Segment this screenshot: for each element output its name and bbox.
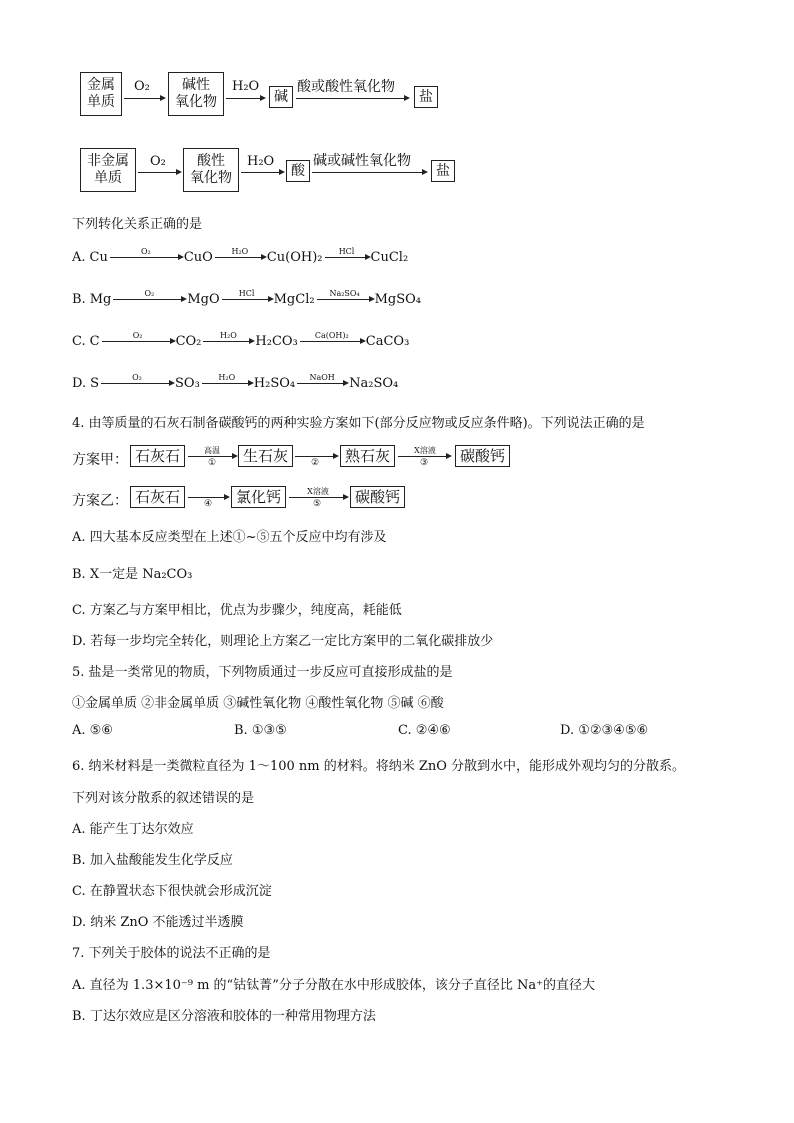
box-metal-element: 金属 单质 xyxy=(80,72,122,116)
reagent: O₂ xyxy=(140,247,151,256)
q6-option-d: D. 纳米 ZnO 不能透过半透膜 xyxy=(72,915,244,930)
arrow-2 xyxy=(226,98,264,99)
box-nonmetal-element: 非金属 单质 xyxy=(80,148,136,192)
q7-option-a: A. 直径为 1.3×10⁻⁹ m 的“钴钛菁”分子分散在水中形成胶体，该分子直径比 Na⁺的直径大 xyxy=(72,978,595,993)
box-acid: 酸 xyxy=(286,160,310,182)
reagent: HCl xyxy=(338,247,355,256)
plan-label: 方案乙： xyxy=(72,493,128,509)
q5-items: ①金属单质 ②非金属单质 ③碱性氧化物 ④酸性氧化物 ⑤碱 ⑥酸 xyxy=(72,696,444,711)
arrow-step3 xyxy=(398,456,450,457)
step-1: ① xyxy=(207,458,217,468)
substance: CuO xyxy=(183,250,213,265)
reaction-arrow xyxy=(222,289,272,300)
box-salt: 盐 xyxy=(431,160,455,182)
box-limestone: 石灰石 xyxy=(130,486,185,508)
substance: S xyxy=(90,376,99,391)
arrow-step1 xyxy=(188,456,236,457)
arrow-label-h2o: H₂O xyxy=(247,154,275,169)
q3-option-c xyxy=(72,331,410,349)
reaction-arrow xyxy=(300,331,364,342)
box-calcium-carbonate: 碳酸钙 xyxy=(350,486,405,508)
q6-option-b: B. 加入盐酸能发生化学反应 xyxy=(72,853,233,868)
reagent: H₂O xyxy=(231,247,249,256)
step-2: ② xyxy=(310,458,320,468)
box-basic-oxide: 碱性 氧化物 xyxy=(168,72,224,116)
arrow-label-acid: 酸或酸性氧化物 xyxy=(297,79,395,95)
box-base: 碱 xyxy=(269,86,293,108)
substance: CuCl₂ xyxy=(370,250,409,265)
step-5: ⑤ xyxy=(312,499,322,509)
substance: MgO xyxy=(187,292,220,307)
reagent-x-solution: X溶液 xyxy=(307,487,329,496)
reagent: O₂ xyxy=(144,289,155,298)
q3-option-b xyxy=(72,289,421,307)
q6-option-a: A. 能产生丁达尔效应 xyxy=(72,822,194,837)
reaction-arrow xyxy=(102,331,174,342)
substance: C xyxy=(89,334,100,349)
step-3: ③ xyxy=(419,458,429,468)
reagent-x-solution: X溶液 xyxy=(414,446,436,455)
q6-stem-line2: 下列对该分散系的叙述错误的是 xyxy=(72,791,255,806)
q3-stem: 下列转化关系正确的是 xyxy=(72,217,203,232)
arrow-3 xyxy=(296,98,408,99)
q6-stem-line1: 6. 纳米材料是一类微粒直径为 1～100 nm 的材料。将纳米 ZnO 分散到水中，能形成外观均匀的分散系。 xyxy=(72,759,686,774)
plan-label: 方案甲： xyxy=(72,452,128,468)
arrow-1 xyxy=(124,98,164,99)
option-label: B. xyxy=(72,292,86,307)
arrow-step4 xyxy=(188,497,228,498)
arrow-3 xyxy=(312,172,426,173)
substance: Mg xyxy=(89,292,112,307)
q7-stem: 7. 下列关于胶体的说法不正确的是 xyxy=(72,946,271,961)
arrow-label-o2: O₂ xyxy=(150,154,166,169)
reagent: Na₂SO₄ xyxy=(329,289,360,298)
reaction-arrow xyxy=(317,289,373,300)
reaction-arrow xyxy=(202,373,252,384)
q5-stem: 5. 盐是一类常见的物质，下列物质通过一步反应可直接形成盐的是 xyxy=(72,665,453,680)
option-label: C. xyxy=(72,334,86,349)
reaction-arrow xyxy=(297,373,347,384)
arrow-label-h2o: H₂O xyxy=(232,79,260,94)
reagent: H₂O xyxy=(220,331,237,340)
arrow-step5 xyxy=(289,497,347,498)
substance: H₂CO₃ xyxy=(255,334,298,349)
substance: MgSO₄ xyxy=(374,292,421,307)
condition-high-temp: 高温 xyxy=(204,446,220,455)
q5-option-b: B. ①③⑤ xyxy=(234,723,287,738)
reaction-arrow xyxy=(110,247,182,258)
box-salt: 盐 xyxy=(414,86,438,108)
box-calcium-chloride: 氯化钙 xyxy=(231,486,286,508)
substance: SO₃ xyxy=(175,376,200,391)
arrow-1 xyxy=(138,172,180,173)
substance: MgCl₂ xyxy=(273,292,315,307)
reagent: NaOH xyxy=(309,373,335,382)
q4-option-d: D. 若每一步均完全转化，则理论上方案乙一定比方案甲的二氧化碳排放少 xyxy=(72,634,494,649)
q5-option-c: C. ②④⑥ xyxy=(398,723,451,738)
reaction-arrow xyxy=(113,289,185,300)
substance: Cu(OH)₂ xyxy=(266,250,323,265)
arrow-step2 xyxy=(295,456,337,457)
q4-option-a: A. 四大基本反应类型在上述①~⑤五个反应中均有涉及 xyxy=(72,530,387,545)
box-acidic-oxide: 酸性 氧化物 xyxy=(183,148,239,192)
reagent: H₂O xyxy=(218,373,236,382)
q3-option-d xyxy=(72,373,399,391)
reagent: Ca(OH)₂ xyxy=(314,331,349,340)
reagent: HCl xyxy=(238,289,255,298)
q4-option-b: B. X一定是 Na₂CO₃ xyxy=(72,567,193,582)
box-slaked-lime: 熟石灰 xyxy=(340,445,395,467)
substance: CaCO₃ xyxy=(365,334,410,349)
reaction-arrow xyxy=(203,331,253,342)
q5-option-a: A. ⑤⑥ xyxy=(72,723,113,738)
reagent: O₂ xyxy=(132,373,142,382)
option-label: A. xyxy=(72,250,86,265)
arrow-label-o2: O₂ xyxy=(134,79,150,94)
reaction-arrow xyxy=(101,373,173,384)
q6-option-c: C. 在静置状态下很快就会形成沉淀 xyxy=(72,884,272,899)
q4-stem: 4. 由等质量的石灰石制备碳酸钙的两种实验方案如下(部分反应物或反应条件略)。下列说法正确的是 xyxy=(72,416,645,431)
substance: H₂SO₄ xyxy=(253,376,296,391)
box-limestone: 石灰石 xyxy=(130,445,185,467)
arrow-2 xyxy=(241,172,283,173)
substance: Na₂SO₄ xyxy=(349,376,399,391)
q4-option-c: C. 方案乙与方案甲相比，优点为步骤少，纯度高，耗能低 xyxy=(72,603,402,618)
substance: Cu xyxy=(89,250,108,265)
substance: CO₂ xyxy=(175,334,202,349)
reagent: O₂ xyxy=(132,331,143,340)
step-4: ④ xyxy=(203,499,213,509)
reaction-arrow xyxy=(325,247,369,258)
arrow-label-base: 碱或碱性氧化物 xyxy=(313,153,411,169)
box-calcium-carbonate: 碳酸钙 xyxy=(455,445,510,467)
q7-option-b: B. 丁达尔效应是区分溶液和胶体的一种常用物理方法 xyxy=(72,1009,376,1024)
q5-option-d: D. ①②③④⑤⑥ xyxy=(560,723,649,738)
box-quicklime: 生石灰 xyxy=(238,445,293,467)
reaction-arrow xyxy=(215,247,265,258)
q3-option-a xyxy=(72,247,409,265)
option-label: D. xyxy=(72,376,87,391)
